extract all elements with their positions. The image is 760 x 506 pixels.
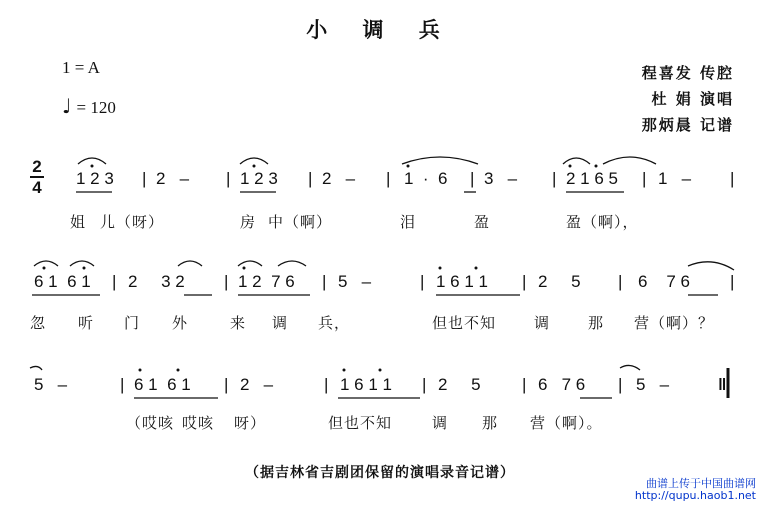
- measure-18: 2 –: [240, 375, 274, 394]
- watermark: [635, 478, 756, 502]
- measure-8: 1 –: [658, 169, 692, 188]
- barline: |: [470, 169, 475, 188]
- lyric: （哎咳: [126, 414, 175, 432]
- measure-16: 5 –: [34, 375, 68, 394]
- lyric: 姐: [70, 213, 87, 231]
- barline: |: [322, 272, 327, 291]
- lyric: 兵，: [318, 314, 351, 332]
- measure-4: 2 –: [322, 169, 356, 188]
- time-signature-bottom: 4: [32, 178, 42, 197]
- measure-11: 1 2 7 6: [238, 272, 295, 291]
- barline: |: [730, 272, 735, 291]
- measure-10: 2 3 2: [128, 272, 185, 291]
- time-signature-top: 2: [32, 157, 42, 176]
- measure-2: 2 –: [156, 169, 190, 188]
- barline: |: [226, 169, 231, 188]
- measure-9: 6 1 6 1: [34, 272, 91, 291]
- lyric: 盈: [474, 213, 491, 231]
- barline: |: [142, 169, 147, 188]
- measure-1: 1 2 3: [76, 169, 114, 188]
- lyric: 营（啊）？: [634, 314, 715, 332]
- song-title: 小 调 兵: [306, 17, 454, 42]
- lyric: 调: [432, 414, 449, 432]
- lyric: 中（啊）: [268, 213, 333, 231]
- lyric: 营（啊）。: [530, 414, 603, 432]
- measure-22: 5 –: [636, 375, 670, 394]
- barline: |: [308, 169, 313, 188]
- lyric: 哎咳: [182, 414, 215, 432]
- measure-13: 1 6 1 1: [436, 272, 488, 291]
- key-signature: 1 = A: [62, 58, 100, 77]
- measure-17: 6 1 6 1: [134, 375, 191, 394]
- barline: |: [386, 169, 391, 188]
- barline: |: [730, 169, 735, 188]
- measure-7: 2 1 6 5: [566, 169, 618, 188]
- source-note: （据吉林省吉剧团保留的演唱录音记谱）: [245, 465, 515, 481]
- barline: |: [112, 272, 117, 291]
- barline: |: [618, 375, 623, 394]
- watermark-text: 曲谱上传于中国曲谱网: [646, 477, 756, 490]
- barline: |: [618, 272, 623, 291]
- lyric: 但也不知: [328, 414, 393, 432]
- barline: |: [522, 375, 527, 394]
- barline: |: [552, 169, 557, 188]
- barline: |: [324, 375, 329, 394]
- lyric: 房: [240, 213, 257, 231]
- lyric: 来: [230, 314, 247, 332]
- credit-singer: 杜 娟 演唱: [651, 90, 734, 108]
- measure-14: 2 5: [538, 272, 581, 291]
- lyric: 调: [272, 314, 289, 332]
- lyric: 调: [534, 314, 551, 332]
- lyric: 呀）: [234, 414, 267, 432]
- quarter-note-icon: ♩: [62, 94, 72, 118]
- lyric: 听: [78, 314, 95, 332]
- measure-6: 3 –: [484, 169, 518, 188]
- measure-12: 5 –: [338, 272, 372, 291]
- tempo-value: = 120: [76, 98, 116, 117]
- watermark-url: http://qupu.haob1.net: [634, 489, 756, 502]
- barline: |: [420, 272, 425, 291]
- lyric: 盈（啊），: [566, 213, 639, 231]
- measure-15: 6 7 6: [638, 272, 690, 291]
- barline: |: [422, 375, 427, 394]
- barline: |: [120, 375, 125, 394]
- lyric: 儿（呀）: [100, 213, 165, 231]
- lyric: 泪: [400, 213, 417, 231]
- measure-5: 1 · 6: [404, 169, 448, 188]
- barline: |: [224, 375, 229, 394]
- measure-21: 6 7 6: [538, 375, 586, 394]
- lyric: 门: [124, 314, 141, 332]
- lyric: 忽: [30, 314, 47, 332]
- barline: |: [224, 272, 229, 291]
- barline: |: [522, 272, 527, 291]
- lyric: 那: [482, 414, 499, 432]
- measure-19: 1 6 1 1: [340, 375, 392, 394]
- final-barline: ‖: [718, 375, 727, 394]
- lyric: 那: [588, 314, 605, 332]
- credit-composer: 程喜发 传腔: [641, 64, 734, 82]
- measure-20: 2 5: [438, 375, 481, 394]
- lyric: 但也不知: [432, 314, 497, 332]
- barline: |: [642, 169, 647, 188]
- lyric: 外: [172, 314, 189, 332]
- credit-transcriber: 那炳晨 记谱: [641, 116, 734, 134]
- measure-3: 1 2 3: [240, 169, 278, 188]
